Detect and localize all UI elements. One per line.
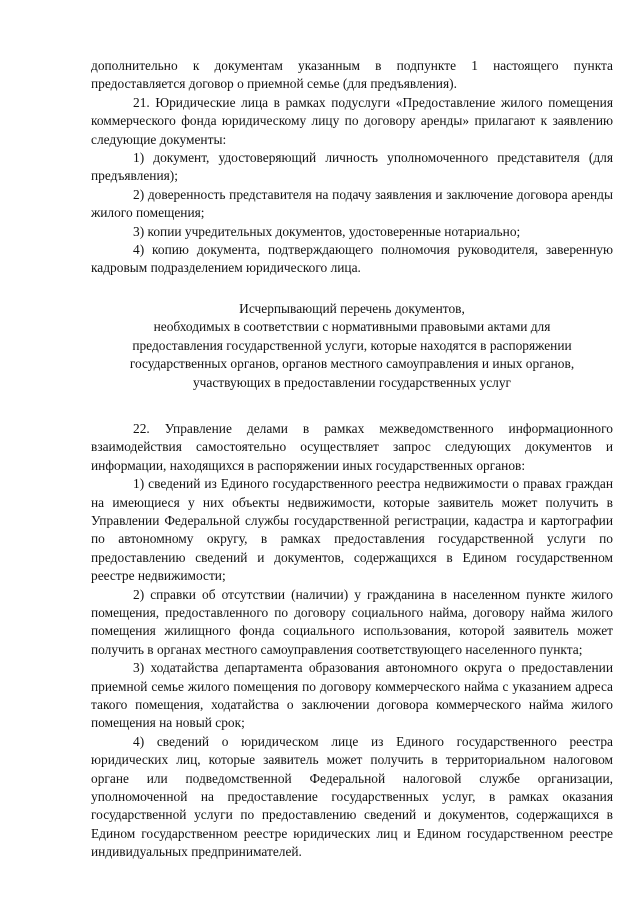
heading-line: участвующих в предоставлении государственных услуг [192,374,512,390]
section-heading [91,300,613,392]
paragraph-continuation: дополнительно к документам указанным в подпункте 1 настоящего пункта предоставляется договор о приемной семье (для предъявления). [91,58,613,92]
heading-line: предоставления государственной услуги, которые находятся в распоряжении [132,337,572,353]
list-item-21-4: 4) копию документа, подтверждающего полномочия руководителя, заверенную кадровым подразделением юридического лица. [91,242,613,276]
list-item-21-3: 3) копии учредительных документов, удостоверенные нотариально; [133,223,521,239]
list-item-22-2: 2) справки об отсутствии (наличии) у гражданина в населенном пункте жилого помещения, предоставленного по договору социального найма, договору найма жилого помещения жилищного фонда социального использования, которой заявитель может получить в органах местного самоуправления соответствующего населенного пункта; [91,586,613,657]
list-item-22-4: 4) сведений о юридическом лице из Единого государственного реестра юридических лиц, которые заявитель может получить в территориальном налоговом органе или подведомственной Федеральной налоговой службе организации, уполномоченной на предоставление государственных услуг, в рамках оказания государственной услуги по предоставлению сведений и документов, содержащихся в Едином государственном реестре юридических лиц и Едином государственном реестре индивидуальных предпринимателей. [91,733,613,860]
paragraph-21: 21. Юридические лица в рамках подуслуги «Предоставление жилого помещения коммерческого фонда юридическому лицу по договору аренды» прилагают к заявлению следующие документы: [91,94,613,147]
paragraph-22: 22. Управление делами в рамках межведомственного информационного взаимодействия самостоятельно осуществляет запрос следующих документов и информации, находящихся в распоряжении иных государственных органов: [91,420,613,473]
heading-line: Исчерпывающий перечень документов, [239,300,465,316]
document-body [91,57,613,862]
heading-line: государственных органов, органов местного самоуправления и иных органов, [129,356,575,372]
list-item-22-3: 3) ходатайства департамента образования автономного округа о предоставлении приемной семье жилого помещения по договору коммерческого найма с указанием адреса такого помещения, ходатайства о заключении договора коммерческого найма жилого помещения на новый срок; [91,660,613,731]
heading-line: необходимых в соответствии с нормативными правовыми актами для [153,319,551,335]
list-item-21-1: 1) документ, удостоверяющий личность уполномоченного представителя (для предъявления); [91,150,613,184]
list-item-22-1: 1) сведений из Единого государственного реестра недвижимости о правах граждан на имеющиеся у них объекты недвижимости, которые заявитель может получить в Управлении Федеральной службы государственной регистрации, кадастра и картографии по автономному округу, в рамках предоставления государственной услуги по предоставлению сведений и документов, содержащихся в Едином государственном реестре недвижимости; [91,476,613,584]
list-item-21-2: 2) доверенность представителя на подачу заявления и заключение договора аренды жилого помещения; [91,186,613,221]
